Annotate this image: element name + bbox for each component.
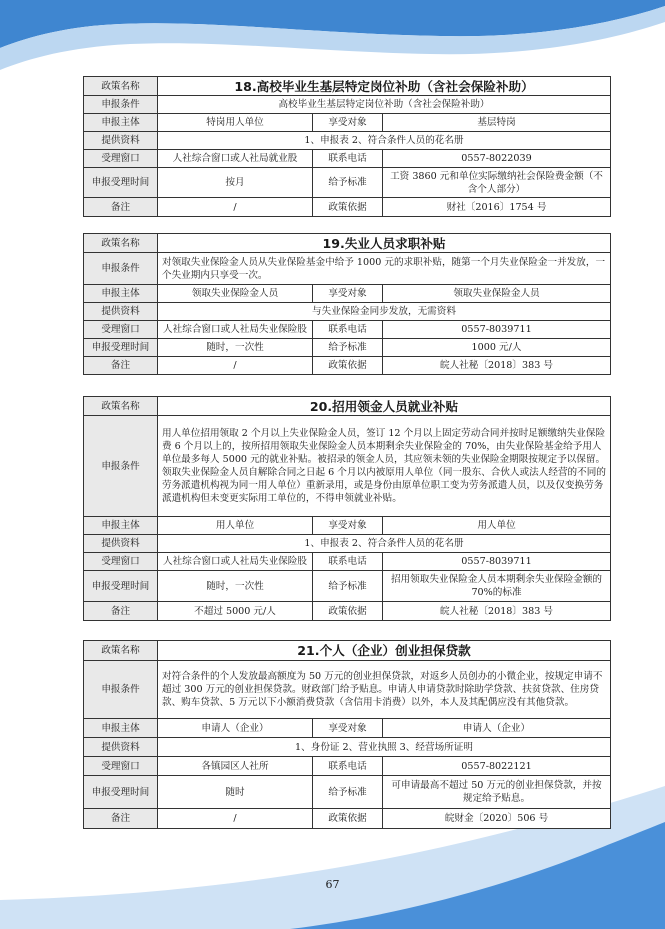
phone-value: 0557-8039711 (383, 553, 611, 571)
time-value: 按月 (158, 168, 313, 198)
basis-value: 财社〔2016〕1754 号 (383, 198, 611, 217)
materials-value: 1、身份证 2、营业执照 3、经营场所证明 (158, 738, 611, 757)
policy-title: 19.失业人员求职补贴 (158, 234, 611, 253)
policy-table-19 (83, 233, 611, 375)
time-value: 随时，一次性 (158, 339, 313, 357)
policy-name-label: 政策名称 (84, 641, 158, 661)
condition-label: 申报条件 (84, 96, 158, 114)
beneficiary-value: 领取失业保险金人员 (383, 285, 611, 303)
basis-label: 政策依据 (313, 809, 383, 829)
window-value: 各镇园区人社所 (158, 757, 313, 776)
policy-table-21 (83, 640, 611, 829)
remark-label: 备注 (84, 198, 158, 217)
beneficiary-label: 享受对象 (313, 517, 383, 535)
policy-name-label: 政策名称 (84, 234, 158, 253)
beneficiary-label: 享受对象 (313, 285, 383, 303)
remark-label: 备注 (84, 809, 158, 829)
basis-value: 皖人社秘〔2018〕383 号 (383, 357, 611, 375)
remark-value: / (158, 198, 313, 217)
window-label: 受理窗口 (84, 757, 158, 776)
basis-label: 政策依据 (313, 198, 383, 217)
beneficiary-label: 享受对象 (313, 114, 383, 132)
beneficiary-value: 用人单位 (383, 517, 611, 535)
subject-label: 申报主体 (84, 517, 158, 535)
beneficiary-value: 基层特岗 (383, 114, 611, 132)
standard-value: 可申请最高不超过 50 万元的创业担保贷款，并按规定给予贴息。 (383, 776, 611, 809)
remark-label: 备注 (84, 357, 158, 375)
basis-label: 政策依据 (313, 357, 383, 375)
standard-value: 工资 3860 元和单位实际缴纳社会保险费金额（不含个人部分） (383, 168, 611, 198)
basis-value: 皖人社秘〔2018〕383 号 (383, 602, 611, 621)
remark-value: / (158, 357, 313, 375)
condition-label: 申报条件 (84, 253, 158, 285)
phone-label: 联系电话 (313, 150, 383, 168)
remark-value: 不超过 5000 元/人 (158, 602, 313, 621)
subject-value: 领取失业保险金人员 (158, 285, 313, 303)
time-value: 随时，一次性 (158, 571, 313, 602)
policy-table-20 (83, 396, 611, 621)
remark-value: / (158, 809, 313, 829)
policy-name-label: 政策名称 (84, 77, 158, 96)
window-value: 人社综合窗口或人社局失业保险股 (158, 553, 313, 571)
window-value: 人社综合窗口或人社局失业保险股 (158, 321, 313, 339)
page-number: 67 (325, 878, 340, 891)
time-value: 随时 (158, 776, 313, 809)
time-label: 申报受理时间 (84, 339, 158, 357)
materials-value: 与失业保险金同步发放，无需资料 (158, 303, 611, 321)
materials-label: 提供资料 (84, 535, 158, 553)
subject-label: 申报主体 (84, 114, 158, 132)
policy-title: 20.招用领金人员就业补贴 (158, 397, 611, 416)
materials-label: 提供资料 (84, 738, 158, 757)
beneficiary-value: 申请人（企业） (383, 719, 611, 738)
subject-value: 申请人（企业） (158, 719, 313, 738)
policy-title: 18.高校毕业生基层特定岗位补助（含社会保险补助） (158, 77, 611, 96)
condition-value: 对领取失业保险金人员从失业保险基金中给予 1000 元的求职补贴，随第一个月失业保险金一并发放，一个失业期内只享受一次。 (158, 253, 611, 285)
condition-value: 对符合条件的个人发放最高额度为 50 万元的创业担保贷款，对返乡人员创办的小微企业，按规定申请不超过 300 万元的创业担保贷款。财政部门给予贴息。申请人申请贷款时除助学贷款、扶贫贷款、住房贷款、购车贷款、5 万元以下小额消费贷款（含信用卡消费）以外，本人及其配偶应没有其他贷款。 (158, 661, 611, 719)
materials-value: 1、申报表 2、符合条件人员的花名册 (158, 132, 611, 150)
standard-label: 给予标准 (313, 339, 383, 357)
basis-value: 皖财金〔2020〕506 号 (383, 809, 611, 829)
remark-label: 备注 (84, 602, 158, 621)
window-label: 受理窗口 (84, 150, 158, 168)
phone-label: 联系电话 (313, 553, 383, 571)
phone-value: 0557-8022039 (383, 150, 611, 168)
condition-value: 用人单位招用领取 2 个月以上失业保险金人员，签订 12 个月以上固定劳动合同并按时足额缴纳失业保险费 6 个月以上的，按所招用领取失业保险金人员本期剩余失业保险金的 70%，由失业保险基金给予用人单位最多每人 5000 元的就业补贴。被招录的领金人员，其应领未领的失业保险金期限按规定予以保留。领取失业保险金人员自解除合同之日起 6 个月以内被原用人单位（同一股东、合伙人或法人经营的不同的劳务派遣机构视为同一用人单位）重新录用，或是身份由原单位职工变为劳务派遣人员，以及仅变换劳务派遣机构但未变更实际用工单位的，不得申领就业补贴。 (158, 416, 611, 517)
phone-label: 联系电话 (313, 757, 383, 776)
standard-value: 1000 元/人 (383, 339, 611, 357)
subject-value: 用人单位 (158, 517, 313, 535)
time-label: 申报受理时间 (84, 776, 158, 809)
standard-label: 给予标准 (313, 168, 383, 198)
basis-label: 政策依据 (313, 602, 383, 621)
window-label: 受理窗口 (84, 553, 158, 571)
phone-label: 联系电话 (313, 321, 383, 339)
window-value: 人社综合窗口或人社局就业股 (158, 150, 313, 168)
standard-label: 给予标准 (313, 571, 383, 602)
policy-name-label: 政策名称 (84, 397, 158, 416)
policy-table-18 (83, 76, 611, 217)
phone-value: 0557-8039711 (383, 321, 611, 339)
condition-label: 申报条件 (84, 416, 158, 517)
window-label: 受理窗口 (84, 321, 158, 339)
condition-label: 申报条件 (84, 661, 158, 719)
policy-title: 21.个人（企业）创业担保贷款 (158, 641, 611, 661)
subject-label: 申报主体 (84, 719, 158, 738)
materials-value: 1、申报表 2、符合条件人员的花名册 (158, 535, 611, 553)
beneficiary-label: 享受对象 (313, 719, 383, 738)
time-label: 申报受理时间 (84, 168, 158, 198)
subject-value: 特岗用人单位 (158, 114, 313, 132)
standard-label: 给予标准 (313, 776, 383, 809)
time-label: 申报受理时间 (84, 571, 158, 602)
phone-value: 0557-8022121 (383, 757, 611, 776)
materials-label: 提供资料 (84, 132, 158, 150)
subject-label: 申报主体 (84, 285, 158, 303)
standard-value: 招用领取失业保险金人员本期剩余失业保险金额的 70%的标准 (383, 571, 611, 602)
materials-label: 提供资料 (84, 303, 158, 321)
condition-value: 高校毕业生基层特定岗位补助（含社会保险补助） (158, 96, 611, 114)
